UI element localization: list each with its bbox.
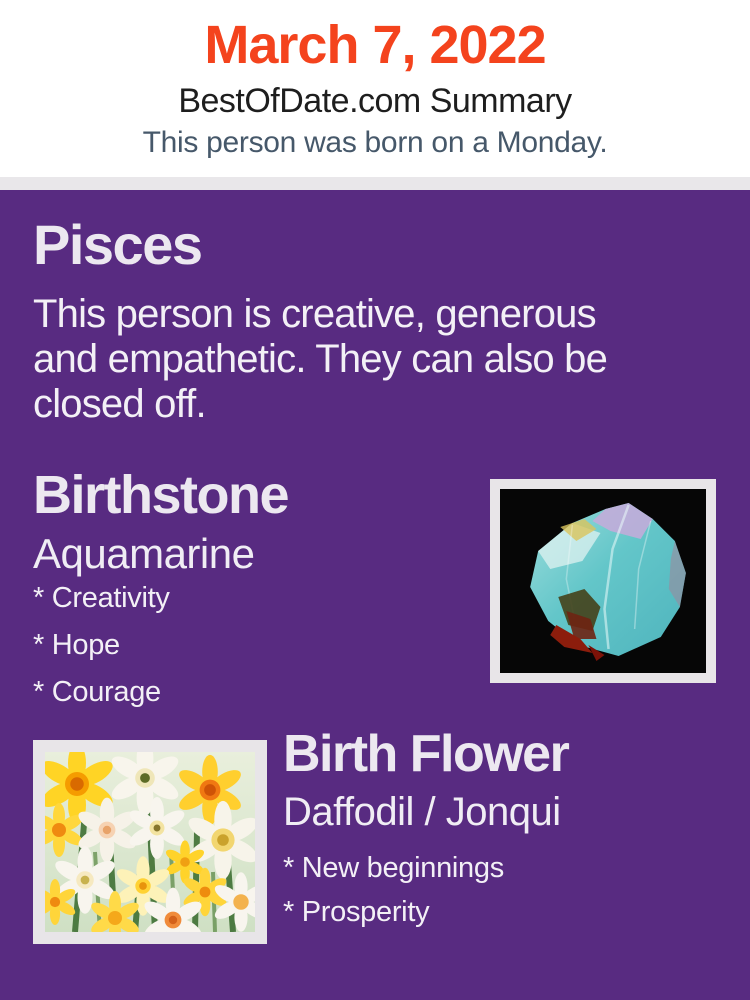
birthstone-section-title: Birthstone	[33, 465, 288, 525]
aquamarine-photo-frame	[490, 479, 716, 683]
site-summary-subtitle: BestOfDate.com Summary	[178, 82, 572, 120]
birthstone-trait: * Hope	[33, 629, 120, 661]
purple-body-section	[0, 190, 750, 1000]
aquamarine-stone-image	[500, 489, 706, 673]
zodiac-description-line: This person is creative, generous	[33, 292, 596, 336]
born-day-line: This person was born on a Monday.	[142, 126, 608, 159]
zodiac-description	[33, 292, 733, 427]
birth-flower-trait: * New beginnings	[283, 852, 504, 884]
birth-flower-trait: * Prosperity	[283, 896, 430, 928]
daffodil-photo-frame	[33, 740, 267, 944]
header-divider	[0, 177, 750, 190]
zodiac-description-line: and empathetic. They can also be	[33, 337, 608, 381]
daffodil-flowers-image	[45, 752, 255, 932]
zodiac-description-line: closed off.	[33, 382, 206, 426]
birthstone-trait: * Courage	[33, 676, 161, 708]
birthstone-name: Aquamarine	[33, 530, 255, 577]
zodiac-sign-title: Pisces	[33, 213, 202, 276]
birthstone-trait: * Creativity	[33, 582, 170, 614]
birth-flower-section-title: Birth Flower	[283, 725, 569, 783]
page-title-date: March 7, 2022	[204, 15, 546, 75]
birth-flower-name: Daffodil / Jonqui	[283, 790, 561, 834]
